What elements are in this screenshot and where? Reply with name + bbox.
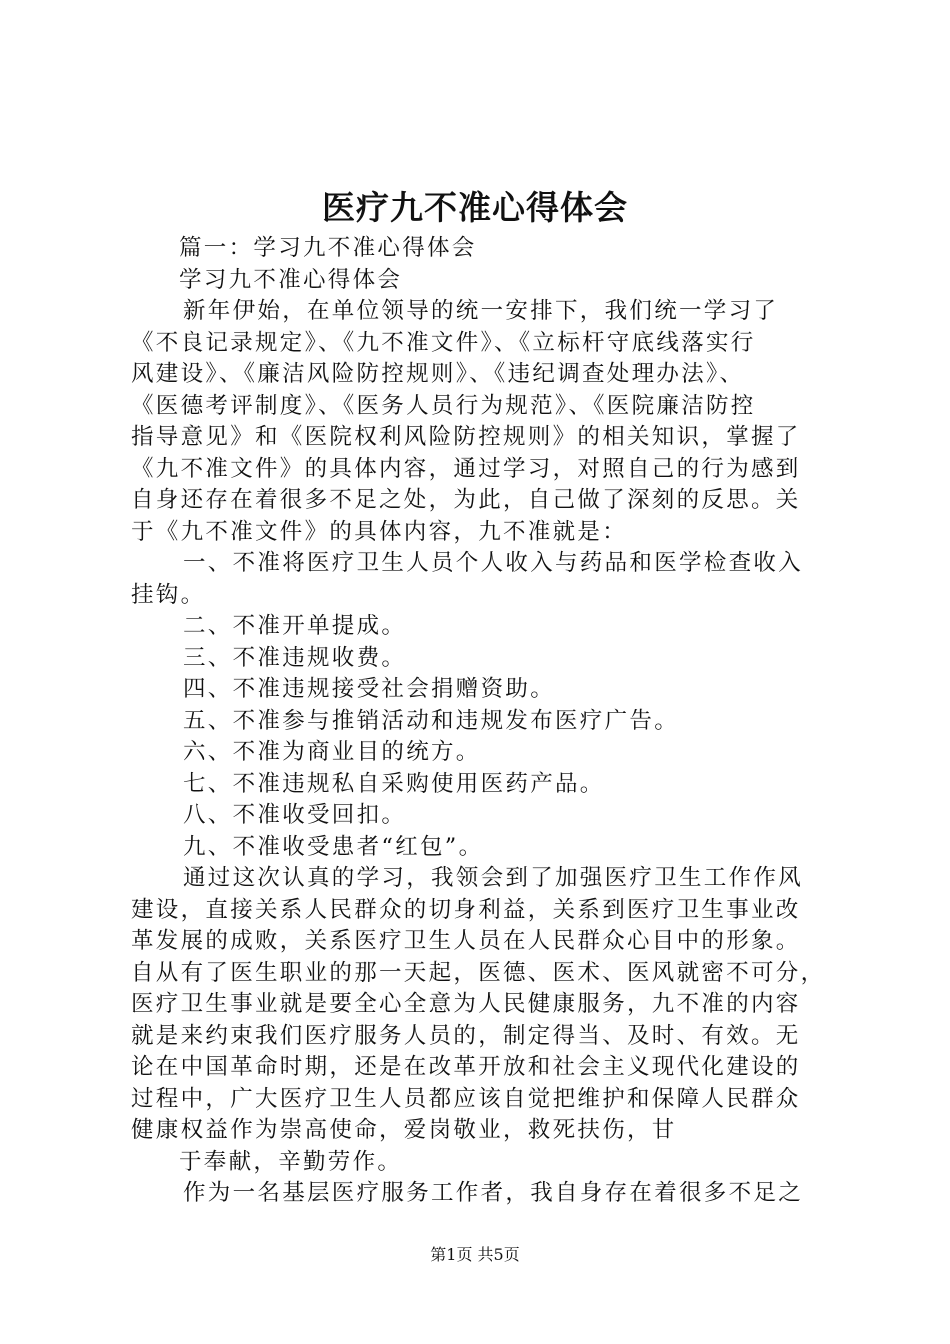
text-line: 《不良记录规定》、《九不准文件》、《立标杆守底线落实行: [131, 329, 756, 356]
text-line: 二、不准开单提成。: [183, 613, 407, 639]
text-line: 篇一：学习九不准心得体会: [179, 235, 477, 261]
text-line: 学习九不准心得体会: [179, 266, 403, 293]
text-line: 自从有了医生职业的那一天起，医德、医术、医风就密不可分，: [131, 959, 826, 986]
document-body: [131, 233, 833, 1210]
text-line: 九、不准收受患者“红包”。: [183, 833, 484, 860]
text-line: 风建设》、《廉洁风险防控规则》、《违纪调查处理办法》、: [131, 361, 745, 387]
text-line: 于奉献，辛勤劳作。: [179, 1148, 403, 1175]
text-line: 于《九不准文件》的具体内容，九不准就是：: [131, 518, 628, 545]
text-line: 健康权益作为崇高使命，爱岗敬业，救死扶伤，甘: [131, 1117, 677, 1143]
text-line: 挂钩。: [131, 581, 206, 608]
text-line: 作为一名基层医疗服务工作者，我自身存在着很多不足之: [183, 1180, 804, 1206]
text-line: 五、不准参与推销活动和违规发布医疗广告。: [183, 707, 680, 734]
text-line: 通过这次认真的学习，我领会到了加强医疗卫生工作作风: [183, 865, 804, 891]
page-title: 医疗九不准心得体会: [322, 188, 628, 227]
text-line: 新年伊始，在单位领导的统一安排下，我们统一学习了: [183, 298, 779, 324]
text-line: 六、不准为商业目的统方。: [183, 739, 481, 765]
text-line: 四、不准违规接受社会捐赠资助。: [183, 676, 556, 702]
page-number-footer: 第1页 共5页: [430, 1245, 520, 1264]
text-line: 医疗卫生事业就是要全心全意为人民健康服务，九不准的内容: [131, 991, 801, 1017]
text-line: 七、不准违规私自采购使用医药产品。: [183, 770, 605, 797]
text-line: 过程中，广大医疗卫生人员都应该自觉把维护和保障人民群众: [131, 1085, 801, 1112]
text-line: 《九不准文件》的具体内容，通过学习，对照自己的行为感到: [131, 455, 801, 482]
text-line: 八、不准收受回扣。: [183, 802, 407, 828]
text-line: 革发展的成败，关系医疗卫生人员在人民群众心目中的形象。: [131, 928, 801, 954]
text-line: 《医德考评制度》、《医务人员行为规范》、《医院廉洁防控: [131, 392, 756, 419]
text-line: 建设，直接关系人民群众的切身利益，关系到医疗卫生事业改: [131, 896, 801, 923]
text-line: 自身还存在着很多不足之处，为此，自己做了深刻的反思。关: [131, 487, 801, 513]
text-line: 论在中国革命时期，还是在改革开放和社会主义现代化建设的: [131, 1054, 801, 1080]
text-line: 就是来约束我们医疗服务人员的，制定得当、及时、有效。无: [131, 1022, 801, 1049]
text-line: 三、不准违规收费。: [183, 644, 407, 671]
text-line: 一、不准将医疗卫生人员个人收入与药品和医学检查收入: [183, 550, 804, 576]
text-line: 指导意见》和《医院权利风险防控规则》的相关知识，掌握了: [131, 424, 801, 450]
